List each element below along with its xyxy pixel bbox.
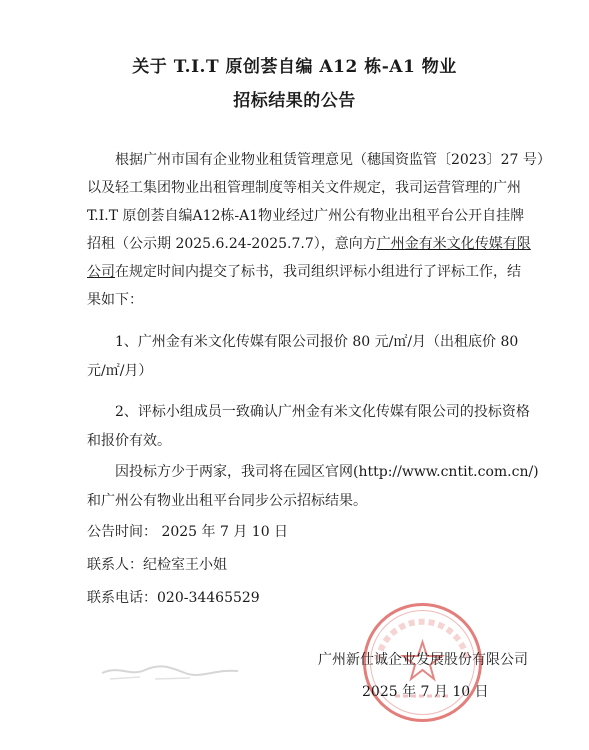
contact-phone: 联系电话：020-34465529 <box>87 590 260 606</box>
paragraph-3-line-1: 2、评标小组成员一致确认广州金有米文化传媒有限公司的投标资格 <box>115 404 530 420</box>
paragraph-1-line-1: 根据广州市国有企业物业租赁管理意见（穗国资监管〔2023〕27 号） <box>115 152 551 168</box>
paragraph-3-line-2: 和报价有效。 <box>87 433 171 449</box>
paragraph-1-line-6: 果如下： <box>87 292 143 308</box>
signature-date: 2025 年 7 月 10 日 <box>362 684 489 700</box>
paragraph-1-line-4-text: 招租（公示期 2025.6.24-2025.7.7），意向方 <box>87 236 377 252</box>
document-title-line2: 招标结果的公告 <box>233 91 356 111</box>
paragraph-2-line-2: 元/㎡/月） <box>87 363 153 379</box>
announcement-date: 公告时间： 2025 年 7 月 10 日 <box>87 524 289 540</box>
paragraph-1-line-5-text: 在规定时间内提交了标书，我司组织评标小组进行了评标工作，结 <box>115 264 521 280</box>
paragraph-1-line-4 <box>87 235 531 253</box>
paragraph-1-line-3: T.I.T 原创荟自编A12栋-A1物业经过广州公有物业出租平台公开自挂牌 <box>87 208 525 224</box>
paragraph-1-line-2: 以及轻工集团物业出租管理制度等相关文件规定，我司运营管理的广州 <box>87 180 521 196</box>
signature-company: 广州新仕诚企业发展股份有限公司 <box>318 652 528 668</box>
paragraph-4-line-1: 因投标方少于两家，我司将在园区官网(http://www.cntit.com.cn/) <box>115 464 539 480</box>
paragraph-4-line-2: 和广州公有物业出租平台同步公示招标结果。 <box>87 493 367 509</box>
bidder-name-underlined: 广州金有米文化传媒有限 <box>376 236 531 252</box>
paragraph-2-line-1: 1、广州金有米文化传媒有限公司报价 80 元/㎡/月（出租底价 80 <box>115 334 519 350</box>
paragraph-1-line-5 <box>87 263 521 281</box>
bidder-name-underlined-cont: 公司 <box>87 264 115 280</box>
document-title-line1: 关于 T.I.T 原创荟自编 A12 栋-A1 物业 <box>132 57 457 77</box>
faint-handwriting-mark <box>100 655 240 685</box>
contact-person: 联系人：纪检室王小姐 <box>87 557 227 573</box>
